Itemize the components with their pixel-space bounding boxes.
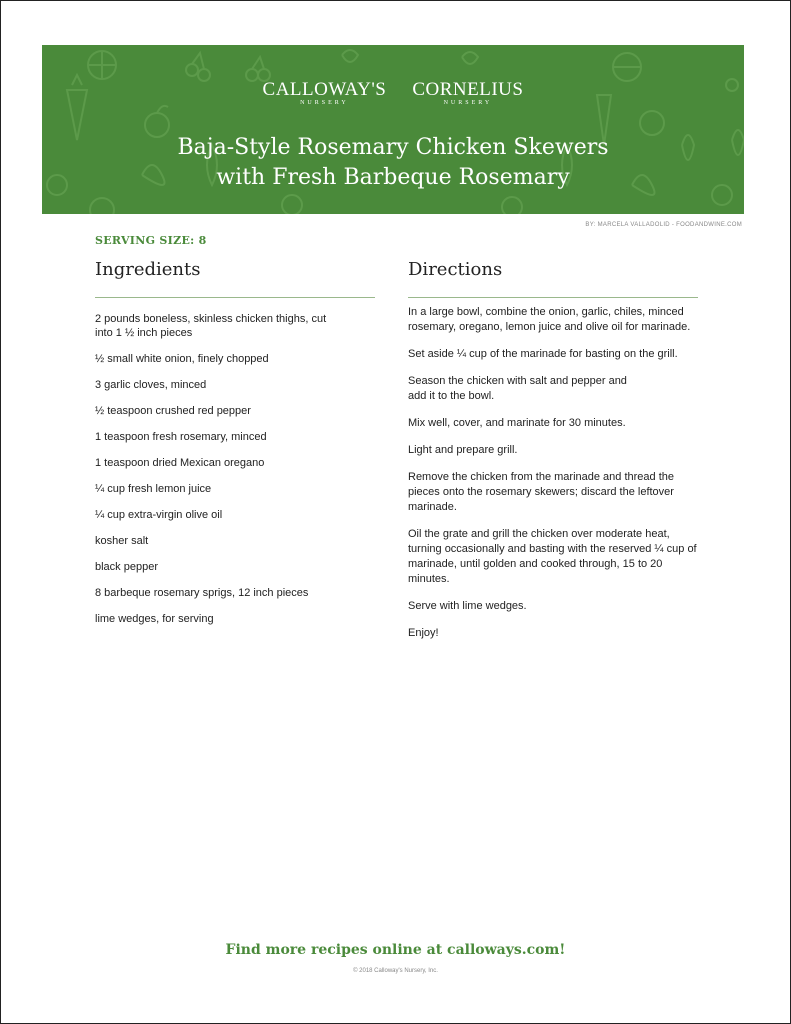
- recipe-title-line1: Baja-Style Rosemary Chicken Skewers: [177, 135, 609, 160]
- ingredients-heading: Ingredients: [95, 259, 201, 280]
- recipe-title: [42, 133, 744, 193]
- calloways-logo-text: CALLOWAY'S: [262, 79, 387, 100]
- copyright-text: © 2018 Calloway's Nursery, Inc.: [353, 968, 438, 974]
- header-banner: [42, 45, 744, 214]
- ingredient-item: ¼ cup fresh lemon juice: [95, 483, 212, 495]
- directions-list: [408, 305, 700, 653]
- direction-step: Set aside ¼ cup of the marinade for basting on the grill.: [408, 348, 678, 360]
- ingredient-item: lime wedges, for serving: [95, 613, 214, 625]
- footer-cta-link[interactable]: Find more recipes online at calloways.com!: [225, 942, 566, 958]
- recipe-title-line2: with Fresh Barbeque Rosemary: [216, 165, 570, 190]
- serving-size: SERVING SIZE: 8: [95, 234, 207, 247]
- ingredient-item: 1 teaspoon dried Mexican oregano: [95, 457, 265, 469]
- ingredient-item: 3 garlic cloves, minced: [95, 379, 207, 391]
- calloways-logo-sub: NURSERY: [300, 100, 349, 106]
- cornelius-logo-text: CORNELIUS: [412, 79, 524, 100]
- ingredient-item: ½ small white onion, finely chopped: [95, 353, 269, 365]
- direction-step: Remove the chicken from the marinade and thread the pieces onto the rosemary skewers; discard the leftover marinade.: [408, 471, 674, 513]
- direction-step: In a large bowl, combine the onion, garlic, chiles, minced rosemary, oregano, lemon juice and olive oil for marinade.: [408, 306, 691, 333]
- direction-step: Mix well, cover, and marinate for 30 minutes.: [408, 417, 626, 429]
- ingredient-item: black pepper: [95, 561, 158, 573]
- recipe-byline: BY: MARCELA VALLADOLID - FOODANDWINE.COM: [585, 222, 742, 228]
- ingredient-item: ½ teaspoon crushed red pepper: [95, 405, 251, 417]
- ingredients-divider: [95, 297, 375, 298]
- cornelius-logo-sub: NURSERY: [443, 100, 493, 106]
- ingredient-item: 1 teaspoon fresh rosemary, minced: [95, 431, 267, 443]
- ingredients-list: [95, 312, 365, 638]
- directions-heading: Directions: [408, 259, 503, 280]
- direction-step: Enjoy!: [408, 627, 439, 639]
- direction-step: Oil the grate and grill the chicken over moderate heat, turning occasionally and basting with the reserved ¼ cup of marinade, until golden and cooked through, 15 to 20 minutes.: [408, 528, 697, 585]
- direction-step: Light and prepare grill.: [408, 444, 518, 456]
- direction-step: Season the chicken with salt and pepper and add it to the bowl.: [408, 375, 627, 402]
- cornelius-logo: [412, 80, 523, 106]
- ingredient-item: ¼ cup extra-virgin olive oil: [95, 509, 223, 521]
- ingredient-item: kosher salt: [95, 535, 149, 547]
- ingredient-item: 2 pounds boneless, skinless chicken thighs, cut into 1 ½ inch pieces: [95, 313, 327, 339]
- directions-divider: [408, 297, 698, 298]
- direction-step: Serve with lime wedges.: [408, 600, 527, 612]
- ingredient-item: 8 barbeque rosemary sprigs, 12 inch pieces: [95, 587, 309, 599]
- calloways-logo: [263, 80, 387, 106]
